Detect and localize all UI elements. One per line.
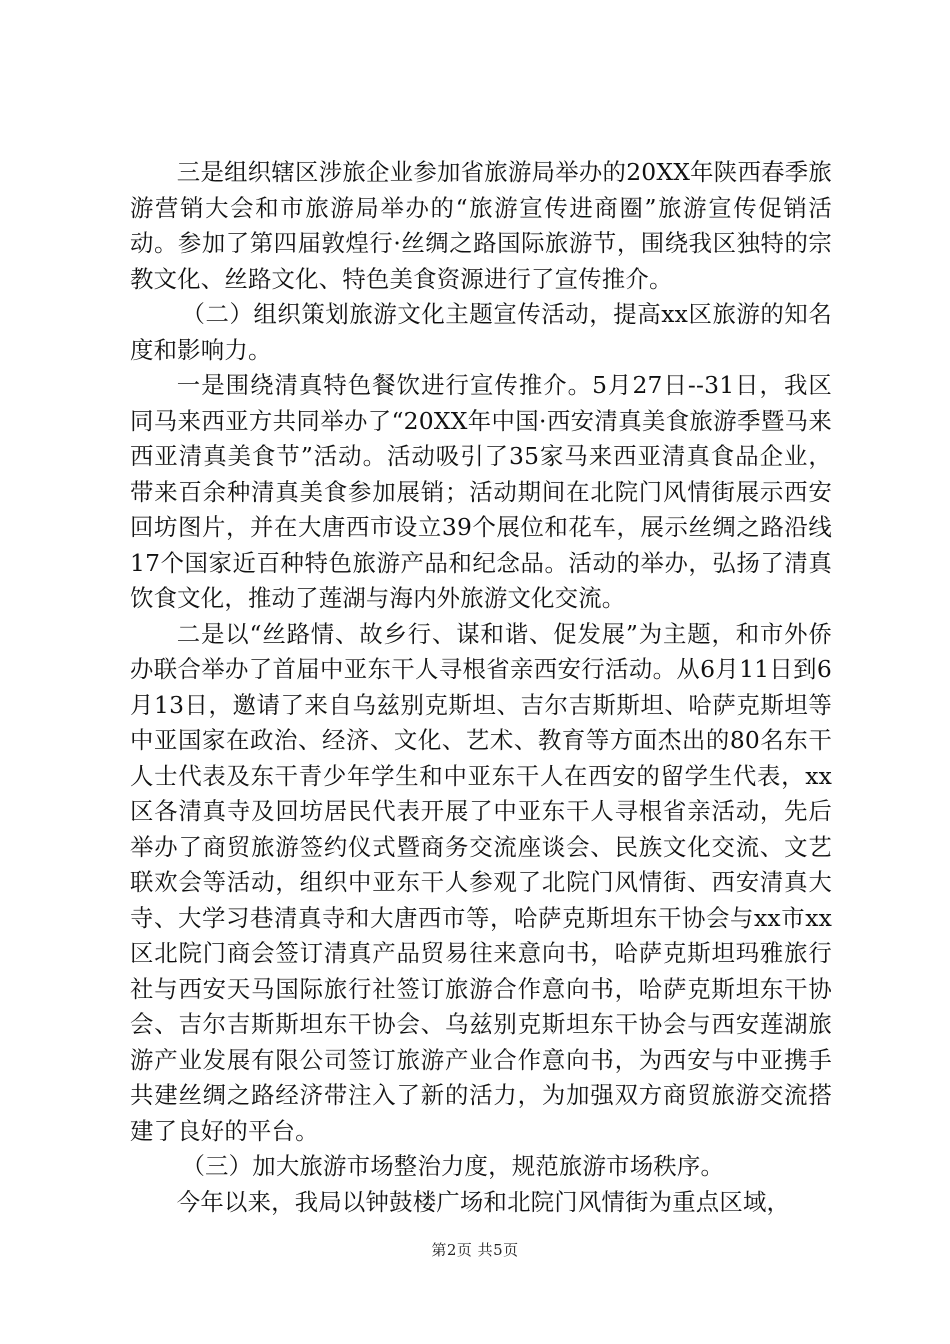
section-heading-2: （二）组织策划旅游文化主题宣传活动，提高xx区旅游的知名度和影响力。 <box>130 300 832 364</box>
section-heading-3: （三）加大旅游市场整治力度，规范旅游市场秩序。 <box>181 1152 725 1180</box>
paragraph-market-regulation: 今年以来，我局以钟鼓楼广场和北院门风情街为重点区域， <box>176 1187 791 1216</box>
document-body <box>130 155 832 1220</box>
paragraph-dungan-root-seeking: 二是以“丝路情、故乡行、谋和谐、促发展”为主题，和市外侨办联合举办了首届中亚东干人寻根省亲西安行活动。从6月11日到6月13日，邀请了来自乌兹别克斯坦、吉尔吉斯斯坦、哈萨克斯坦等中亚国家在政治、经济、文化、艺术、教育等方面杰出的80名东干人士代表及东干青少年学生和中亚东干人在西安的留学生代表，xx区各清真寺及回坊居民代表开展了中亚东干人寻根省亲活动，先后举办了商贸旅游签约仪式暨商务交流座谈会、民族文化交流、文艺联欢会等活动，组织中亚东干人参观了北院门风情街、西安清真大寺、大学习巷清真寺和大唐西市等，哈萨克斯坦东干协会与xx市xx区北院门商会签订清真产品贸易往来意向书，哈萨克斯坦玛雅旅行社与西安天马国际旅行社签订旅游合作意向书，哈萨克斯坦东干协会、吉尔吉斯斯坦东干协会、乌兹别克斯坦东干协会与西安莲湖旅游产业发展有限公司签订旅游产业合作意向书，为西安与中亚携手共建丝绸之路经济带注入了新的活力，为加强双方商贸旅游交流搭建了良好的平台。 <box>130 619 832 1145</box>
paragraph-tourism-marketing: 三是组织辖区涉旅企业参加省旅游局举办的20XX年陕西春季旅游营销大会和市旅游局举办的“旅游宣传进商圈”旅游宣传促销活动。参加了第四届敦煌行·丝绸之路国际旅游节，围绕我区独特的宗教文化、丝路文化、特色美食资源进行了宣传推介。 <box>130 158 832 293</box>
paragraph-halal-food-festival: 一是围绕清真特色餐饮进行宣传推介。5月27日--31日，我区同马来西亚方共同举办了“20XX年中国·西安清真美食旅游季暨马来西亚清真美食节”活动。活动吸引了35家马来西亚清真食品企业，带来百余种清真美食参加展销；活动期间在北院门风情街展示西安回坊图片，并在大唐西市设立39个展位和花车，展示丝绸之路沿线17个国家近百种特色旅游产品和纪念品。活动的举办，弘扬了清真饮食文化，推动了莲湖与海内外旅游文化交流。 <box>130 371 832 612</box>
page-footer: 第2页 共5页 <box>431 1241 519 1259</box>
